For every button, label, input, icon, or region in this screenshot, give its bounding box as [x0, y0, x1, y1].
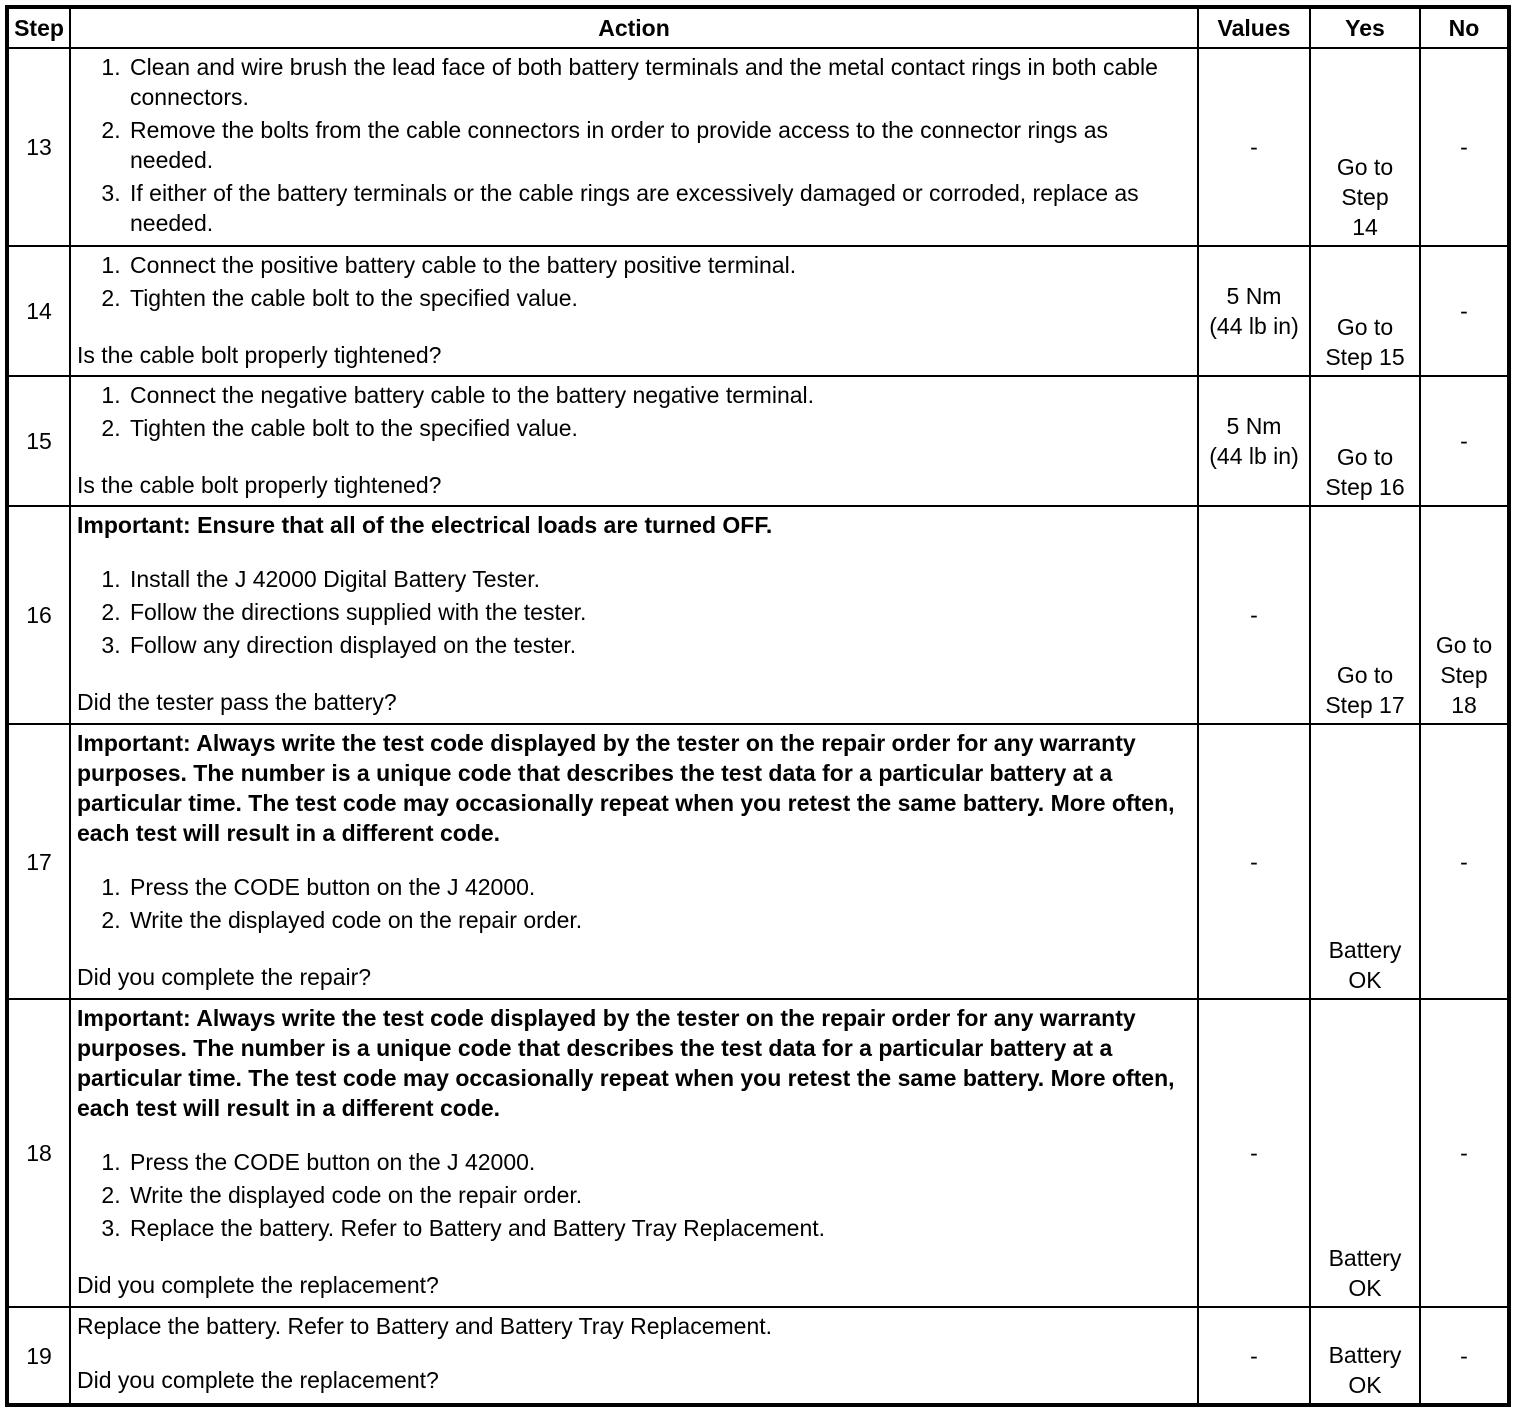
table-row-step-19: [7, 1307, 1509, 1405]
no-cell: [1420, 506, 1509, 724]
no-cell: -: [1420, 376, 1509, 506]
step-number: 17: [7, 724, 70, 999]
action-item: 1. Connect the positive battery cable to the battery positive terminal.: [127, 250, 1189, 280]
yes-cell: [1310, 48, 1420, 246]
header-row: [7, 7, 1509, 48]
step-number: 16: [7, 506, 70, 724]
spacer: [77, 1123, 1189, 1147]
question-text: Is the cable bolt properly tightened?: [77, 472, 442, 498]
spacer: [77, 316, 1189, 340]
yes-cell: [1310, 999, 1420, 1307]
header-step: Step: [7, 7, 70, 48]
spacer: [77, 540, 1189, 564]
important-note: Important: Always write the test code displayed by the tester on the repair order for any warranty purposes. The number is a unique code that describes the test data for a particular battery at a particular time. The test code may occasionally repeat when you retest the same battery. More often, each test will result in a different code.: [77, 730, 1175, 846]
action-cell: [70, 1307, 1198, 1405]
action-item: 2. Tighten the cable bolt to the specified value.: [127, 283, 1189, 313]
table-row-step-13: [7, 48, 1509, 246]
diagnostic-table: [5, 5, 1511, 1407]
important-note: Important: Always write the test code displayed by the tester on the repair order for any warranty purposes. The number is a unique code that describes the test data for a particular battery at a particular time. The test code may occasionally repeat when you retest the same battery. More often, each test will result in a different code.: [77, 1005, 1175, 1121]
table-row-step-16: [7, 506, 1509, 724]
step-number: 14: [7, 246, 70, 376]
yes-result: Go to Step 16: [1325, 444, 1405, 500]
action-list: [77, 872, 1189, 935]
action-item: 2. Write the displayed code on the repair order.: [127, 905, 1189, 935]
yes-result: Go to Step 14: [1336, 154, 1394, 240]
table-row-step-18: [7, 999, 1509, 1307]
yes-cell: [1310, 506, 1420, 724]
yes-cell: [1310, 376, 1420, 506]
header-values: Values: [1198, 7, 1310, 48]
question-text: Did you complete the replacement?: [77, 1367, 439, 1393]
action-item: 1. Press the CODE button on the J 42000.: [127, 872, 1189, 902]
action-cell: [70, 506, 1198, 724]
action-item: 1. Clean and wire brush the lead face of both battery terminals and the metal contact rings in both cable connectors.: [127, 52, 1189, 112]
no-result: Go to Step 18: [1435, 632, 1493, 718]
no-cell: -: [1420, 48, 1509, 246]
action-list: [77, 250, 1189, 313]
action-item: 3. If either of the battery terminals or the cable rings are excessively damaged or corroded, replace as needed.: [127, 178, 1189, 238]
spacer: [77, 848, 1189, 872]
action-item: 2. Tighten the cable bolt to the specified value.: [127, 413, 1189, 443]
action-item: 3. Replace the battery. Refer to Battery and Battery Tray Replacement.: [127, 1213, 1189, 1243]
header-no: No: [1420, 7, 1509, 48]
torque-value-imperial: (44 lb in): [1209, 443, 1299, 469]
action-cell: [70, 376, 1198, 506]
no-cell: -: [1420, 999, 1509, 1307]
question-text: Did you complete the repair?: [77, 964, 372, 990]
question-text: Did you complete the replacement?: [77, 1272, 439, 1298]
no-cell: -: [1420, 1307, 1509, 1405]
table-row-step-15: [7, 376, 1509, 506]
action-item: 2. Follow the directions supplied with the tester.: [127, 597, 1189, 627]
yes-result: Battery OK: [1328, 1245, 1402, 1301]
no-cell: -: [1420, 724, 1509, 999]
spacer: [77, 1246, 1189, 1270]
no-cell: -: [1420, 246, 1509, 376]
yes-result: Go to Step 17: [1325, 662, 1405, 718]
values-cell: -: [1198, 724, 1310, 999]
header-yes: Yes: [1310, 7, 1420, 48]
table-row-step-17: [7, 724, 1509, 999]
yes-result: Battery OK: [1328, 937, 1402, 993]
action-item: 1. Press the CODE button on the J 42000.: [127, 1147, 1189, 1177]
spacer: [77, 938, 1189, 962]
action-item: 2. Write the displayed code on the repair order.: [127, 1180, 1189, 1210]
values-cell: [1198, 246, 1310, 376]
spacer: [77, 663, 1189, 687]
action-cell: [70, 48, 1198, 246]
torque-value: 5 Nm: [1226, 413, 1282, 439]
step-number: 18: [7, 999, 70, 1307]
values-cell: -: [1198, 999, 1310, 1307]
step-number: 15: [7, 376, 70, 506]
action-cell: [70, 724, 1198, 999]
yes-cell: [1310, 1307, 1420, 1405]
important-note: Important: Ensure that all of the electrical loads are turned OFF.: [77, 512, 773, 538]
step-number: 13: [7, 48, 70, 246]
yes-result: Go to Step 15: [1325, 314, 1405, 370]
values-cell: -: [1198, 506, 1310, 724]
torque-value: 5 Nm: [1226, 283, 1282, 309]
table-row-step-14: [7, 246, 1509, 376]
yes-cell: [1310, 246, 1420, 376]
spacer: [77, 446, 1189, 470]
action-list: [77, 380, 1189, 443]
values-cell: -: [1198, 1307, 1310, 1405]
yes-result: Battery OK: [1328, 1342, 1402, 1398]
action-item: 1. Install the J 42000 Digital Battery Tester.: [127, 564, 1189, 594]
action-cell: [70, 246, 1198, 376]
values-cell: [1198, 376, 1310, 506]
question-text: Is the cable bolt properly tightened?: [77, 342, 442, 368]
action-list: [77, 1147, 1189, 1243]
spacer: [77, 1341, 1189, 1365]
header-action: Action: [70, 7, 1198, 48]
yes-cell: [1310, 724, 1420, 999]
step-number: 19: [7, 1307, 70, 1405]
values-cell: -: [1198, 48, 1310, 246]
action-item: 1. Connect the negative battery cable to the battery negative terminal.: [127, 380, 1189, 410]
action-list: [77, 564, 1189, 660]
question-text: Did the tester pass the battery?: [77, 689, 397, 715]
action-item: 3. Follow any direction displayed on the tester.: [127, 630, 1189, 660]
torque-value-imperial: (44 lb in): [1209, 313, 1299, 339]
action-item: 2. Remove the bolts from the cable connectors in order to provide access to the connector rings as needed.: [127, 115, 1189, 175]
action-list: [77, 52, 1189, 238]
action-text: Replace the battery. Refer to Battery and Battery Tray Replacement.: [77, 1313, 773, 1339]
action-cell: [70, 999, 1198, 1307]
